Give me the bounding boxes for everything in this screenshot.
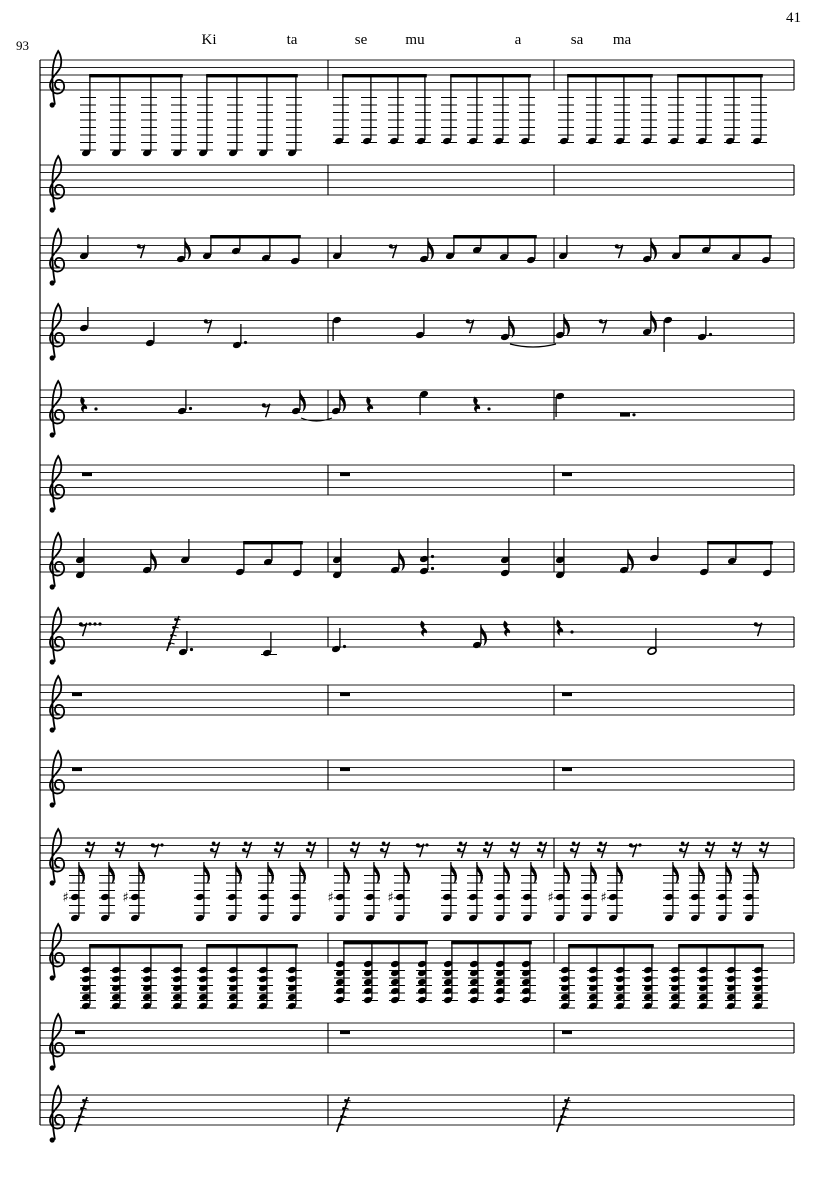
- beam-group: [334, 941, 432, 1004]
- eighth-flag: [204, 862, 210, 884]
- beam-group: [671, 235, 772, 264]
- note: [500, 316, 515, 341]
- eighth-flag: [651, 311, 657, 333]
- note: [581, 862, 597, 922]
- eighth-flag: [699, 862, 705, 884]
- rest: [350, 842, 360, 859]
- note: [441, 862, 457, 922]
- staff-10: [40, 751, 794, 808]
- augmentation-dot: [190, 648, 193, 651]
- rest: [340, 768, 350, 772]
- rest: [274, 842, 284, 859]
- eighth-rest: [629, 843, 642, 857]
- eighth-flag: [564, 862, 570, 884]
- measure-rest: [562, 693, 572, 697]
- measure-number: 93: [16, 38, 29, 53]
- eighth-flag: [268, 862, 274, 884]
- note: [180, 539, 190, 564]
- note: [663, 316, 673, 352]
- rest: [732, 842, 742, 859]
- eighth-flag: [509, 316, 515, 338]
- rest: [340, 1031, 350, 1035]
- sharp-icon: ♯: [327, 890, 334, 906]
- eighth-flag: [109, 862, 115, 884]
- sharp-icon: ♯: [547, 890, 554, 906]
- augmentation-dot: [570, 630, 573, 633]
- treble-clef-icon: [50, 924, 64, 977]
- beam: [89, 944, 183, 947]
- quarter-rest: [503, 621, 510, 637]
- eighth-flag: [428, 238, 434, 260]
- note: [387, 862, 410, 922]
- measure-rest: [75, 1031, 85, 1035]
- rest: [85, 842, 95, 859]
- eighth-flag: [628, 549, 634, 571]
- staff-1: [40, 51, 794, 157]
- measure-rest: [82, 473, 92, 477]
- rest: [556, 620, 573, 636]
- note: [419, 390, 429, 415]
- augmentation-dot: [425, 843, 428, 846]
- eighth-rest: [389, 244, 397, 258]
- note: [291, 390, 306, 415]
- staff-4: [40, 304, 794, 361]
- augmentation-dot: [94, 407, 97, 410]
- lyric-syllable: a: [514, 32, 522, 48]
- beam-group: [445, 235, 537, 264]
- beam-group: [80, 74, 187, 157]
- eighth-flag: [481, 624, 487, 646]
- rest: [705, 842, 715, 859]
- note: [142, 549, 157, 574]
- beam: [677, 74, 763, 77]
- eighth-flag: [404, 862, 410, 884]
- eighth-flag: [673, 862, 679, 884]
- eighth-flag: [617, 862, 623, 884]
- sharp-icon: ♯: [122, 890, 129, 906]
- note: [62, 862, 85, 922]
- rest: [82, 473, 92, 477]
- note: [145, 322, 155, 347]
- note: [743, 862, 759, 922]
- note: [419, 238, 434, 263]
- rest: [562, 1031, 572, 1035]
- measure-rest: [340, 768, 350, 772]
- sharp-icon: ♯: [387, 890, 394, 906]
- note: [177, 390, 192, 415]
- eighth-flag: [340, 390, 346, 412]
- beam: [450, 74, 531, 77]
- augmentation-dot: [93, 622, 96, 625]
- tie: [301, 418, 332, 421]
- measure-rest: [72, 768, 82, 772]
- staff-8: [40, 608, 794, 665]
- eighth-flag: [531, 862, 537, 884]
- treble-clef-icon: [50, 51, 64, 104]
- eighth-flag: [236, 862, 242, 884]
- note: [689, 862, 705, 922]
- note: [390, 549, 405, 574]
- eighth-flag: [504, 862, 510, 884]
- note: [176, 238, 191, 263]
- measure-rest: [340, 1031, 350, 1035]
- beam-group: [668, 74, 767, 145]
- augmentation-dot: [98, 622, 101, 625]
- note: [619, 549, 634, 574]
- measure-rest: [562, 473, 572, 477]
- quarter-rest: [556, 620, 563, 636]
- sharp-icon: ♯: [600, 890, 607, 906]
- beam: [707, 541, 773, 544]
- staff-12: [40, 924, 794, 1010]
- eighth-rest: [204, 319, 212, 333]
- note: [332, 235, 342, 260]
- beam: [342, 74, 427, 77]
- measure-rest: [562, 768, 572, 772]
- measure-rest: [620, 413, 630, 417]
- augmentation-dot: [431, 555, 434, 558]
- rest: [503, 621, 510, 637]
- note: [642, 238, 657, 263]
- rest: [562, 768, 572, 772]
- measure-rest: [72, 693, 82, 697]
- eighth-rest: [599, 319, 607, 333]
- note: [122, 862, 145, 922]
- note: [364, 862, 380, 922]
- beam-group: [669, 944, 768, 1010]
- tie: [301, 418, 332, 421]
- eighth-flag: [344, 862, 350, 884]
- beam: [568, 944, 654, 947]
- staff-11: [40, 829, 794, 922]
- eighth-flag: [726, 862, 732, 884]
- note: [716, 862, 732, 922]
- note: [467, 862, 483, 922]
- eighth-flag: [477, 862, 483, 884]
- treble-clef-icon: [50, 229, 64, 282]
- eighth-flag: [300, 390, 306, 412]
- rest: [75, 1031, 85, 1035]
- rest: [759, 842, 769, 859]
- lyric-syllable: sa: [570, 32, 584, 48]
- note: [642, 311, 657, 336]
- eighth-rest: [151, 843, 164, 857]
- note: [521, 862, 537, 922]
- augmentation-dot: [189, 407, 192, 410]
- rest: [597, 842, 607, 859]
- staff-2: [40, 156, 794, 213]
- rest: [679, 842, 689, 859]
- beam-group: [197, 944, 302, 1010]
- lyric-syllable: se: [354, 32, 368, 48]
- note: [226, 862, 242, 922]
- eighth-flag: [139, 862, 145, 884]
- treble-clef-icon: [50, 533, 64, 586]
- beam-group: [197, 74, 302, 157]
- augmentation-dot: [487, 407, 490, 410]
- note: [327, 862, 350, 922]
- measure-rest: [340, 693, 350, 697]
- rest: [570, 842, 580, 859]
- staff-13: [40, 1014, 794, 1071]
- treble-clef-icon: [50, 304, 64, 357]
- beam-group: [558, 74, 657, 145]
- augmentation-dot: [709, 333, 712, 336]
- note: [261, 632, 277, 657]
- tremolo-slash: [167, 616, 181, 651]
- rest: [340, 473, 350, 477]
- augmentation-dot: [431, 567, 434, 570]
- note: [547, 862, 570, 922]
- augmentation-dot: [638, 843, 641, 846]
- treble-clef-icon: [50, 381, 64, 434]
- note: [258, 862, 274, 922]
- rest: [620, 413, 636, 417]
- note: [697, 316, 712, 341]
- quarter-rest: [420, 621, 427, 637]
- beam-group: [442, 941, 536, 1004]
- augmentation-dot: [244, 341, 247, 344]
- page-number: 41: [786, 10, 801, 26]
- eighth-flag: [374, 862, 380, 884]
- rest: [242, 842, 252, 859]
- augmentation-dot: [343, 645, 346, 648]
- treble-clef-icon: [50, 156, 64, 209]
- eighth-flag: [185, 238, 191, 260]
- rest: [340, 693, 350, 697]
- eighth-flag: [79, 862, 85, 884]
- note: [178, 631, 193, 656]
- rest: [562, 473, 572, 477]
- note: [600, 862, 623, 922]
- note: [663, 862, 679, 922]
- lyric-syllable: mu: [405, 32, 425, 48]
- rest: [72, 693, 82, 697]
- rest: [457, 842, 467, 859]
- beam: [210, 235, 301, 238]
- tie: [510, 344, 556, 347]
- treble-clef-icon: [50, 829, 64, 882]
- beam: [678, 944, 764, 947]
- eighth-flag: [591, 862, 597, 884]
- measure-rest: [340, 473, 350, 477]
- beam: [451, 941, 532, 944]
- beam: [206, 74, 298, 77]
- staff-14: [40, 1086, 794, 1143]
- augmentation-dot: [632, 413, 635, 416]
- lyric-syllable: ta: [286, 32, 298, 48]
- note: [79, 235, 89, 260]
- note: [290, 862, 306, 922]
- staff-7: [40, 533, 794, 590]
- rest: [115, 842, 125, 859]
- staff-9: [40, 676, 794, 733]
- treble-clef-icon: [50, 676, 64, 729]
- eighth-rest: [615, 244, 623, 258]
- beam-group: [80, 944, 187, 1010]
- treble-clef-icon: [50, 751, 64, 804]
- note: [555, 392, 565, 417]
- eighth-flag: [399, 549, 405, 571]
- staff-6: [40, 456, 794, 513]
- treble-clef-icon: [50, 456, 64, 509]
- beam: [453, 235, 537, 238]
- note: [500, 538, 510, 577]
- note: [331, 390, 346, 415]
- lyric-syllable: ma: [612, 32, 632, 48]
- eighth-rest: [416, 843, 429, 857]
- measure-rest: [562, 1031, 572, 1035]
- note: [194, 862, 210, 922]
- beam: [243, 541, 303, 544]
- beam: [89, 74, 183, 77]
- eighth-flag: [651, 238, 657, 260]
- treble-clef-icon: [50, 608, 64, 661]
- rest: [72, 768, 82, 772]
- note: [75, 538, 85, 579]
- beam-group: [441, 74, 535, 145]
- eighth-rest: [466, 319, 474, 333]
- note: [472, 624, 487, 649]
- tie: [510, 344, 556, 347]
- note: [558, 235, 568, 260]
- treble-clef-icon: [50, 1086, 64, 1139]
- note: [415, 314, 425, 339]
- beam: [206, 944, 298, 947]
- beam: [567, 74, 653, 77]
- lyric-syllable: Ki: [201, 32, 217, 48]
- rest: [306, 842, 316, 859]
- eighth-rest: [137, 244, 145, 258]
- rest: [562, 693, 572, 697]
- staff-5: [40, 381, 794, 438]
- note: [494, 862, 510, 922]
- sharp-icon: ♯: [62, 890, 69, 906]
- beam: [679, 235, 772, 238]
- rest: [483, 842, 493, 859]
- rest: [420, 621, 427, 637]
- eighth-flag: [300, 862, 306, 884]
- beam: [343, 941, 428, 944]
- staff-3: [40, 229, 794, 286]
- eighth-flag: [451, 862, 457, 884]
- rest: [210, 842, 220, 859]
- note: [332, 538, 342, 579]
- note: [79, 307, 89, 332]
- eighth-flag: [151, 549, 157, 571]
- treble-clef-icon: [50, 1014, 64, 1067]
- augmentation-dot: [160, 843, 163, 846]
- rest: [510, 842, 520, 859]
- eighth-flag: [564, 314, 570, 336]
- rest: [537, 842, 547, 859]
- beam-group: [559, 944, 658, 1010]
- note: [99, 862, 115, 922]
- beam-group: [333, 74, 431, 145]
- note: [555, 538, 565, 579]
- augmentation-dot: [88, 622, 91, 625]
- eighth-flag: [753, 862, 759, 884]
- rest: [380, 842, 390, 859]
